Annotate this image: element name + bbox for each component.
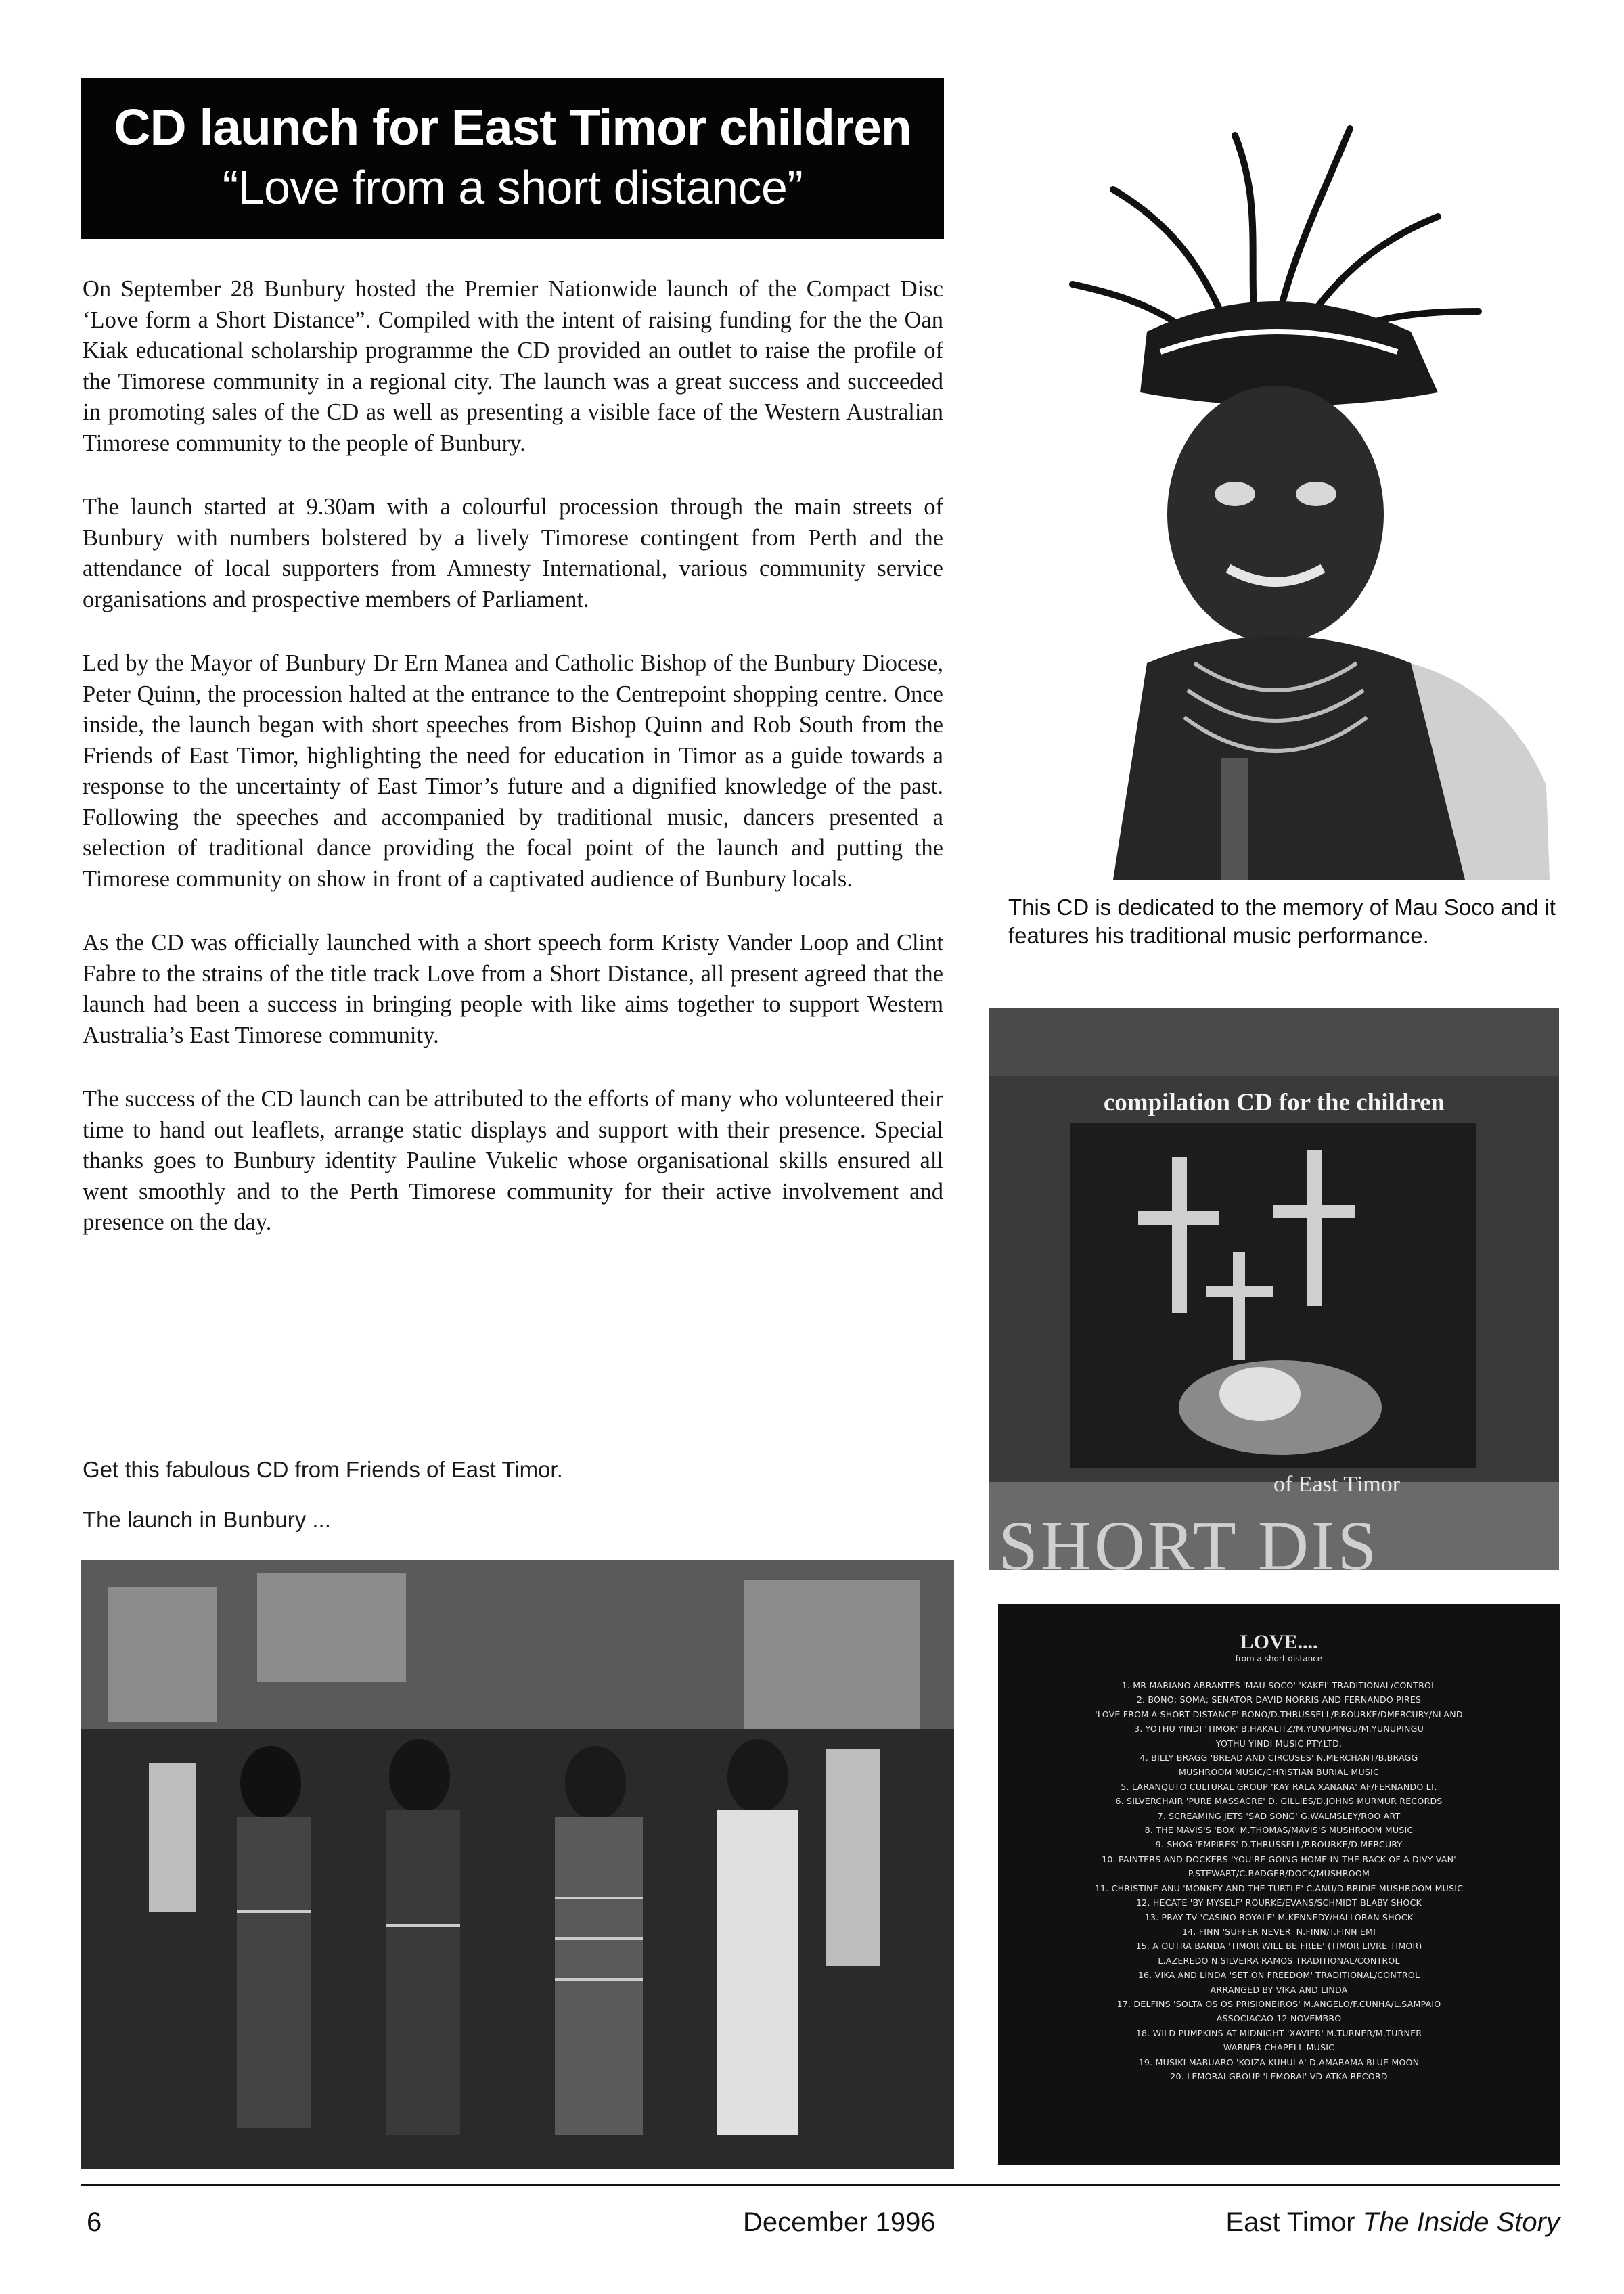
mau-soco-photo	[1032, 108, 1550, 880]
photo-caption: This CD is dedicated to the memory of Mau Soco and it features his traditional music performance.	[1008, 895, 1556, 948]
issue-date: December 1996	[743, 2207, 936, 2237]
sub-headline: “Love from a short distance”	[222, 161, 803, 214]
headline: CD launch for East Timor children	[114, 99, 911, 156]
track-item: 14. FINN 'SUFFER NEVER' N.FINN/T.FINN EMI	[1181, 1926, 1376, 1937]
get-cd-note: Get this fabulous CD from Friends of East Timor.	[83, 1457, 563, 1482]
track-item: 6. SILVERCHAIR 'PURE MASSACRE' D. GILLIES/D.JOHNS MURMUR RECORDS	[1115, 1796, 1443, 1807]
launch-note: The launch in Bunbury ...	[83, 1507, 331, 1532]
track-item: 3. YOTHU YINDI 'TIMOR' B.HAKALITZ/M.YUNUPINGU/M.YUNUPINGU	[1134, 1724, 1424, 1734]
track-item: 1. MR MARIANO ABRANTES 'MAU SOCO' 'KAKEI' TRADITIONAL/CONTROL	[1121, 1680, 1437, 1690]
track-item: MUSHROOM MUSIC/CHRISTIAN BURIAL MUSIC	[1179, 1767, 1379, 1778]
track-item: 4. BILLY BRAGG 'BREAD AND CIRCUSES' N.MERCHANT/B.BRAGG	[1140, 1753, 1418, 1763]
paragraph-1: On September 28 Bunbury hosted the Premier Nationwide launch of the Compact Disc ‘Love form a Short Distance”. Compiled with the intent of raising funding for the the Oan Kiak educational scholarship programme the CD provided an outlet to raise the profile of the Timorese community in a regional city. The launch was a great success and succeeded in promoting sales of the CD as well as presenting a visible face of the Western Australian Timorese community to the people of Bunbury.	[83, 276, 943, 456]
track-item: 17. DELFINS 'SOLTA OS OS PRISIONEIROS' M.ANGELO/F.CUNHA/L.SAMPAIO	[1116, 1998, 1441, 2009]
track-item: 12. HECATE 'BY MYSELF' ROURKE/EVANS/SCHMIDT BLABY SHOCK	[1136, 1897, 1422, 1908]
headline-box	[81, 78, 944, 239]
track-item: 11. CHRISTINE ANU 'MONKEY AND THE TURTLE' C.ANU/D.BRIDIE MUSHROOM MUSIC	[1094, 1883, 1464, 1893]
track-item: P.STEWART/C.BADGER/DOCK/MUSHROOM	[1188, 1868, 1370, 1879]
cd-cover-image	[989, 1008, 1559, 1570]
track-item: 2. BONO; SOMA; SENATOR DAVID NORRIS AND FERNANDO PIRES	[1136, 1694, 1422, 1705]
track-item: 5. LARANQUTO CULTURAL GROUP 'KAY RALA XANANA' AF/FERNANDO LT.	[1121, 1781, 1437, 1792]
paragraph-5: The success of the CD launch can be attributed to the efforts of many who volunteered their time to hand out leaflets, arrange static displays and support with their presence. Special thanks goes to Bunbury identity Pauline Vukelic whose organisational skills ensured all went smoothly and to the Perth Timorese community for their active involvement and presence on the day.	[83, 1086, 943, 1235]
cd-of-east-timor: of East Timor	[1273, 1472, 1401, 1497]
track-item: ARRANGED BY VIKA AND LINDA	[1210, 1984, 1348, 1995]
cd-tracklist	[998, 1604, 1560, 2165]
publication-italic: The Inside Story	[1362, 2207, 1560, 2237]
paragraph-3: Led by the Mayor of Bunbury Dr Ern Manea and Catholic Bishop of the Bunbury Diocese, Peter Quinn, the procession halted at the entrance to the Centrepoint shopping centre. Once inside, the launch began with short speeches from Bishop Quinn and Rob South from the Friends of East Timor, highlighting the need for education in Timor as a guide towards a response to the uncertainty of East Timor’s future and a dignified knowledge of the past. Following the speeches and accompanied by traditional music, dancers presented a selection of traditional dance providing the focal point of the launch and putting the Timorese community on show in front of a captivated audience of Bunbury locals.	[83, 650, 943, 892]
track-item: 9. SHOG 'EMPIRES' D.THRUSSELL/P.ROURKE/D.MERCURY	[1155, 1839, 1403, 1850]
paragraph-2: The launch started at 9.30am with a colourful procession through the main streets of Bunbury with numbers bolstered by a lively Timorese contingent from Perth and the attendance of local supporters from Amnesty International, various community service organisations and prospective members of Parliament.	[83, 494, 943, 612]
paragraph-4: As the CD was officially launched with a short speech form Kristy Vander Loop and Clint Fabre to the strains of the title track Love from a Short Distance, all present agreed that the launch had been a success in bringing people with like aims together to support Western Australia’s East Timorese community.	[83, 930, 943, 1048]
page-number: 6	[87, 2207, 102, 2237]
track-item: L.AZEREDO N.SILVEIRA RAMOS TRADITIONAL/CONTROL	[1158, 1955, 1400, 1966]
track-item: ASSOCIACAO 12 NOVEMBRO	[1216, 2013, 1342, 2024]
track-item: 7. SCREAMING JETS 'SAD SONG' G.WALMSLEY/ROO ART	[1157, 1810, 1401, 1821]
footer-rule	[81, 2184, 1560, 2186]
article-body	[83, 274, 943, 1272]
track-item: 15. A OUTRA BANDA 'TIMOR WILL BE FREE' (TIMOR LIVRE TIMOR)	[1135, 1941, 1422, 1952]
track-item: 8. THE MAVIS'S 'BOX' M.THOMAS/MAVIS'S MUSHROOM MUSIC	[1144, 1825, 1414, 1836]
cd-compilation-label: compilation CD for the children	[1103, 1089, 1445, 1117]
track-item: WARNER CHAPELL MUSIC	[1223, 2042, 1335, 2053]
track-item: 19. MUSIKI MABUARO 'KOIZA KUHULA' D.AMARAMA BLUE MOON	[1138, 2056, 1420, 2067]
launch-photo	[81, 1560, 954, 2169]
track-item: 'LOVE FROM A SHORT DISTANCE' BONO/D.THRUSSELL/P.ROURKE/DMERCURY/NLAND	[1095, 1709, 1463, 1719]
tracklist-title: LOVE....	[1240, 1631, 1318, 1653]
publication-name	[1225, 2207, 1560, 2238]
publication-main: East Timor	[1225, 2207, 1355, 2237]
tracklist-subtitle: from a short distance	[1235, 1654, 1323, 1663]
track-item: 16. VIKA AND LINDA 'SET ON FREEDOM' TRADITIONAL/CONTROL	[1137, 1970, 1420, 1981]
tracklist-items	[998, 1678, 1560, 2084]
track-item: YOTHU YINDI MUSIC PTY.LTD.	[1215, 1738, 1343, 1749]
track-item: 13. PRAY TV 'CASINO ROYALE' M.KENNEDY/HALLORAN SHOCK	[1144, 1912, 1414, 1922]
track-item: 18. WILD PUMPKINS AT MIDNIGHT 'XAVIER' M.TURNER/M.TURNER	[1135, 2027, 1422, 2038]
track-item: 20. LEMORAI GROUP 'LEMORAI' VD ATKA RECORD	[1170, 2071, 1388, 2082]
track-item: 10. PAINTERS AND DOCKERS 'YOU'RE GOING HOME IN THE BACK OF A DIVY VAN'	[1102, 1853, 1456, 1864]
cd-short-distance: SHORT DIS	[999, 1507, 1380, 1570]
